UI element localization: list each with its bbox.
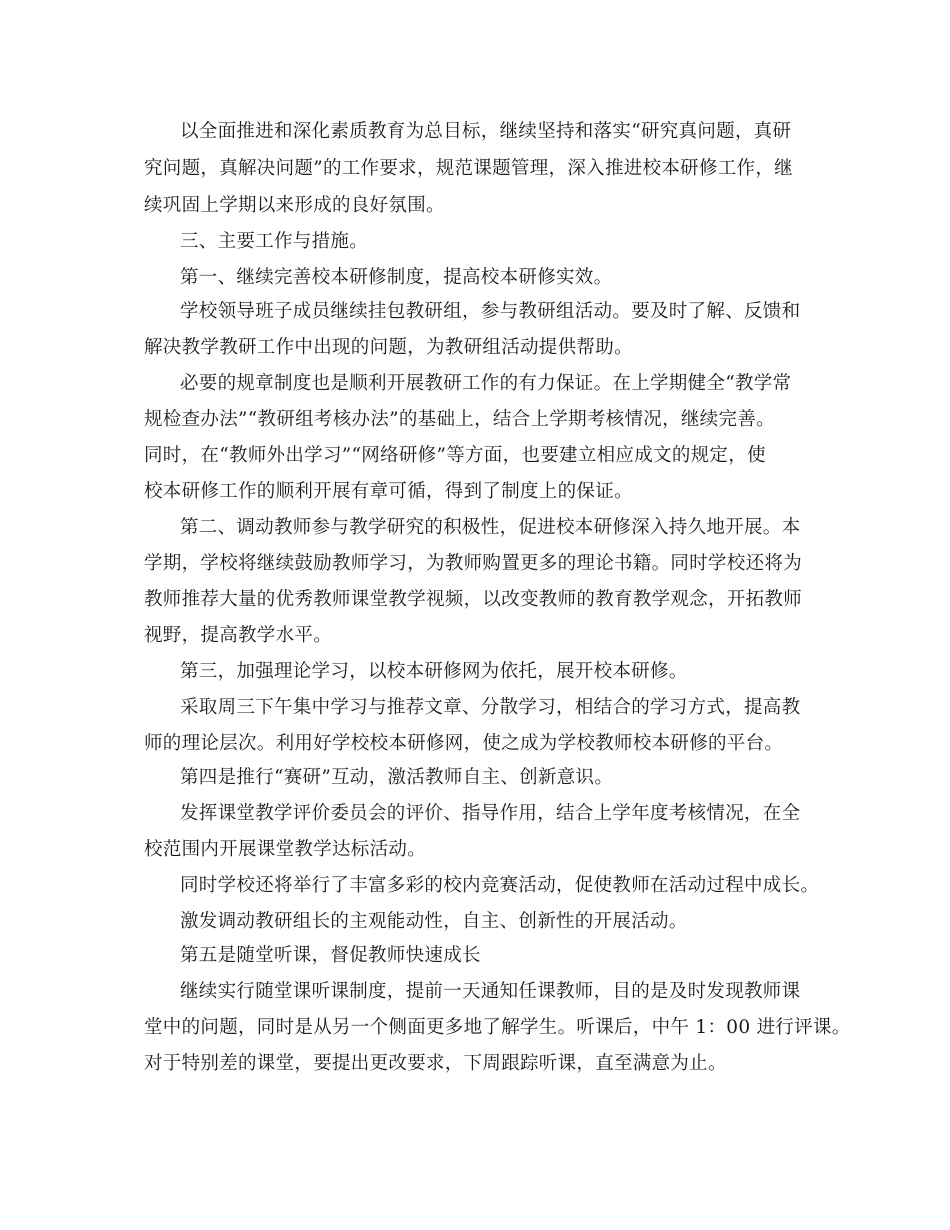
subsection-heading: 第一、继续完善校本研修制度，提高校本研修实效。	[180, 267, 613, 288]
paragraph-line: 师的理论层次。利用好学校校本研修网，使之成为学校教师校本研修的平台。	[144, 733, 784, 754]
paragraph-line: 究问题，真解决问题”的工作要求，规范课题管理，深入推进校本研修工作，继	[144, 158, 793, 179]
paragraph-line: 对于特别差的课堂，要提出更改要求，下周跟踪听课，直至满意为止。	[144, 1053, 727, 1074]
paragraph-line: 激发调动教研组长的主观能动性，自主、创新性的开展活动。	[180, 911, 688, 932]
paragraph-line: 同时学校还将举行了丰富多彩的校内竞赛活动，促使教师在活动过程中成长。	[180, 875, 820, 896]
paragraph-line: 教师推荐大量的优秀教师课堂教学视频，以改变教师的教育教学观念，开拓教师	[144, 589, 803, 610]
paragraph-line: 堂中的问题，同时是从另一个侧面更多地了解学生。听课后，中午 1：00 进行评课。	[144, 1017, 851, 1038]
paragraph-line: 校范围内开展课堂教学达标活动。	[144, 839, 427, 860]
paragraph-line: 采取周三下午集中学习与推荐文章、分散学习，相结合的学习方式，提高教	[180, 697, 801, 718]
paragraph-line: 学期，学校将继续鼓励教师学习，为教师购置更多的理论书籍。同时学校还将为	[144, 553, 803, 574]
section-heading: 三、主要工作与措施。	[180, 231, 369, 252]
paragraph-line: 视野，提高教学水平。	[144, 625, 333, 646]
paragraph-line: 续巩固上学期以来形成的良好氛围。	[144, 195, 445, 216]
paragraph-line: 解决教学教研工作中出现的问题，为教研组活动提供帮助。	[144, 337, 633, 358]
subsection-heading: 第四是推行“赛研”互动，激活教师自主、创新意识。	[180, 767, 614, 788]
subsection-heading: 第二、调动教师参与教学研究的积极性，促进校本研修深入持久地开展。本	[180, 517, 801, 538]
paragraph-line: 以全面推进和深化素质教育为总目标，继续坚持和落实“研究真问题，真研	[180, 121, 792, 142]
paragraph-line: 规检查办法”“教研组考核办法”的基础上，结合上学期考核情况，继续完善。	[144, 409, 775, 430]
paragraph-line: 必要的规章制度也是顺利开展教研工作的有力保证。在上学期健全“教学常	[180, 373, 792, 394]
paragraph-line: 学校领导班子成员继续挂包教研组，参与教研组活动。要及时了解、反馈和	[180, 301, 801, 322]
paragraph-line: 同时，在“教师外出学习”“网络研修”等方面，也要建立相应成文的规定，使	[144, 445, 766, 466]
paragraph-line: 发挥课堂教学评价委员会的评价、指导作用，结合上学年度考核情况，在全	[180, 803, 801, 824]
subsection-heading: 第三，加强理论学习，以校本研修网为依托，展开校本研修。	[180, 661, 688, 682]
subsection-heading: 第五是随堂听课，督促教师快速成长	[180, 945, 481, 966]
paragraph-line: 校本研修工作的顺利开展有章可循，得到了制度上的保证。	[144, 481, 633, 502]
paragraph-line: 继续实行随堂课听课制度，提前一天通知任课教师，目的是及时发现教师课	[180, 981, 801, 1002]
